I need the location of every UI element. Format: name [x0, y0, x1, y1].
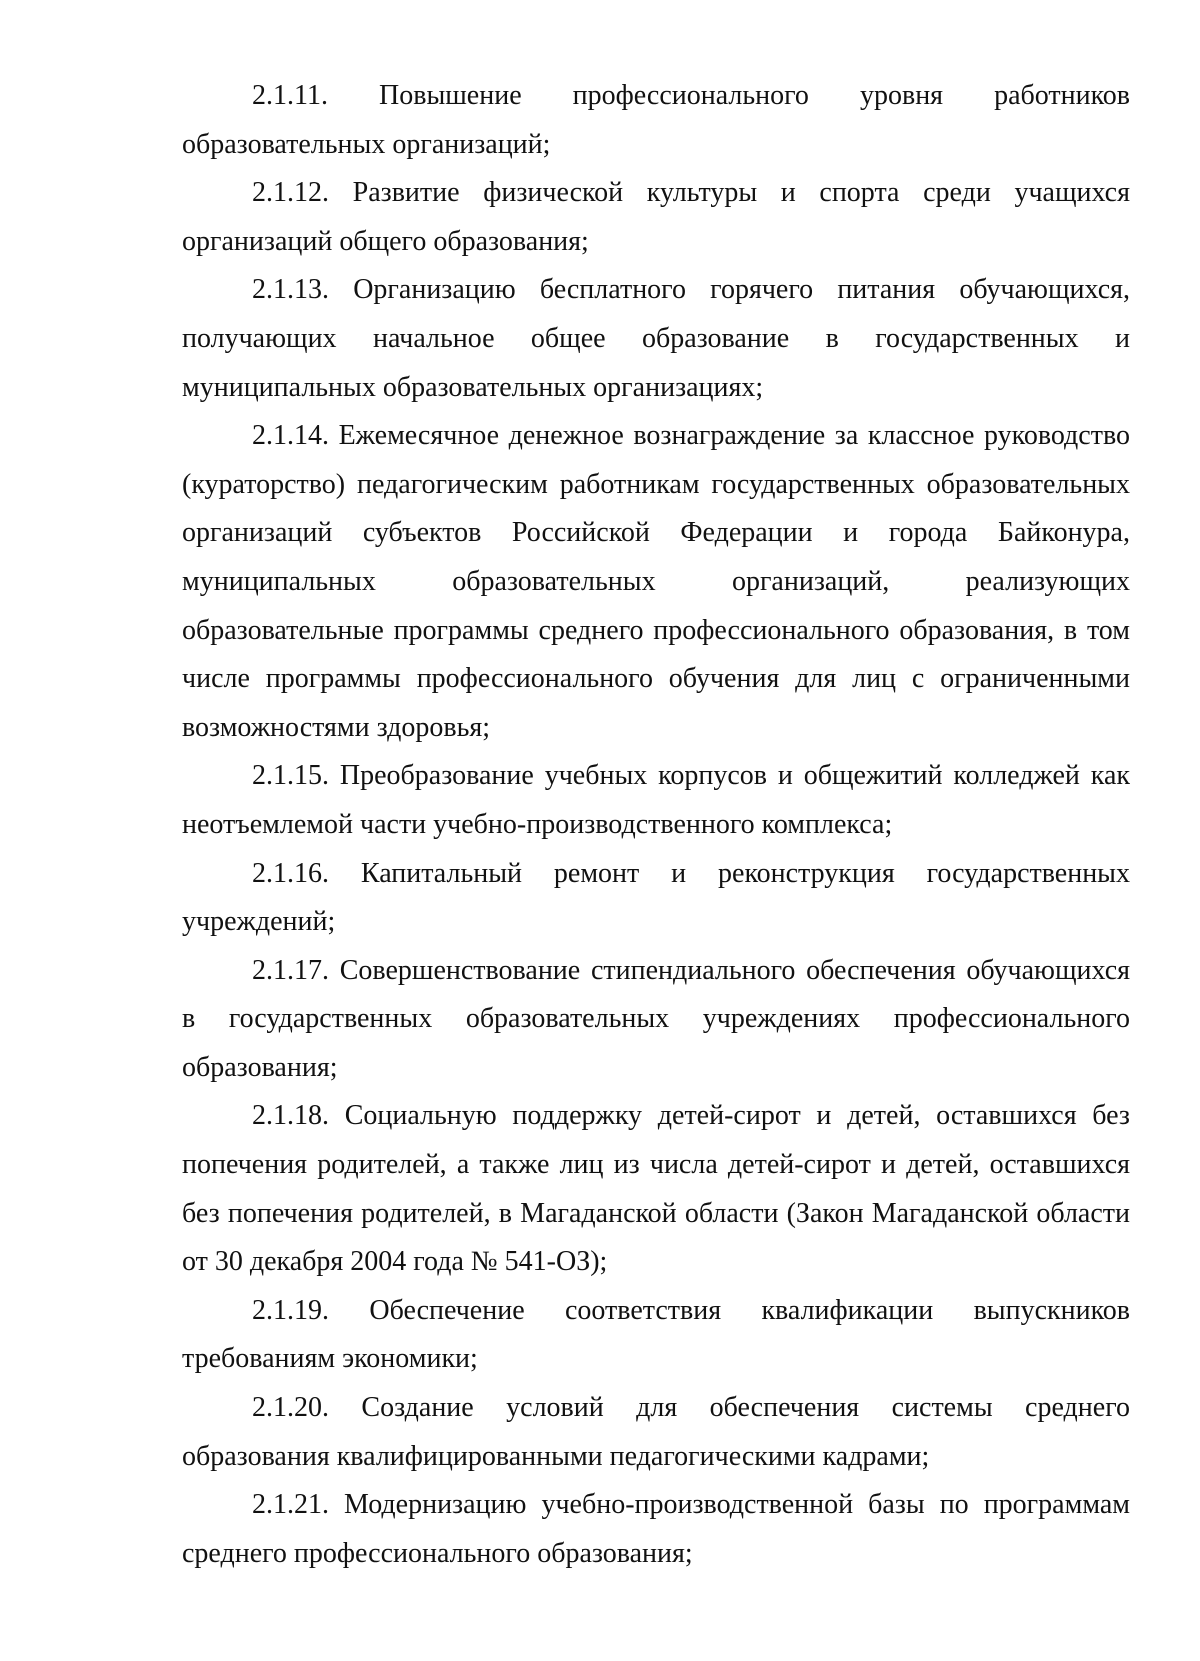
paragraph-2-1-18: 2.1.18. Социальную поддержку детей-сирот и детей, оставшихся без попечения родителей, а также лиц из числа детей-сирот и детей, оставшихся без попечения родителей, в Магаданской области (Закон Магаданской области от 30 декабря 2004 года № 541-ОЗ);: [182, 1100, 1130, 1278]
paragraph-2-1-19: 2.1.19. Обеспечение соответствия квалификации выпускников требованиям экономики;: [182, 1294, 1130, 1375]
paragraph-2-1-12: 2.1.12. Развитие физической культуры и спорта среди учащихся организаций общего образования;: [182, 177, 1130, 257]
document-body: [182, 72, 1130, 1578]
paragraph-2-1-14: 2.1.14. Ежемесячное денежное вознаграждение за классное руководство (кураторство) педагогическим работникам государственных образовательных организаций субъектов Российской Федерации и города Байконура, муниципальных образовательных организаций, реализующих образовательные программы среднего профессионального образования, в том числе программы профессионального обучения для лиц с ограниченными возможностями здоровья;: [182, 420, 1130, 743]
paragraph-2-1-21: 2.1.21. Модернизацию учебно-производственной базы по программам среднего профессионального образования;: [182, 1489, 1130, 1569]
paragraph-2-1-20: 2.1.20. Создание условий для обеспечения системы среднего образования квалифицированными педагогическими кадрами;: [182, 1392, 1130, 1472]
paragraph-2-1-11: 2.1.11. Повышение профессионального уровня работников образовательных организаций;: [182, 80, 1130, 160]
paragraph-2-1-13: 2.1.13. Организацию бесплатного горячего питания обучающихся, получающих начальное общее образование в государственных и муниципальных образовательных организациях;: [182, 274, 1130, 403]
paragraph-2-1-15: 2.1.15. Преобразование учебных корпусов и общежитий колледжей как неотъемлемой части учебно-производственного комплекса;: [182, 760, 1130, 840]
paragraph-2-1-16: 2.1.16. Капитальный ремонт и реконструкция государственных учреждений;: [182, 857, 1130, 938]
paragraph-2-1-17: 2.1.17. Совершенствование стипендиального обеспечения обучающихся в государственных образовательных учреждениях профессионального образования;: [182, 954, 1130, 1083]
